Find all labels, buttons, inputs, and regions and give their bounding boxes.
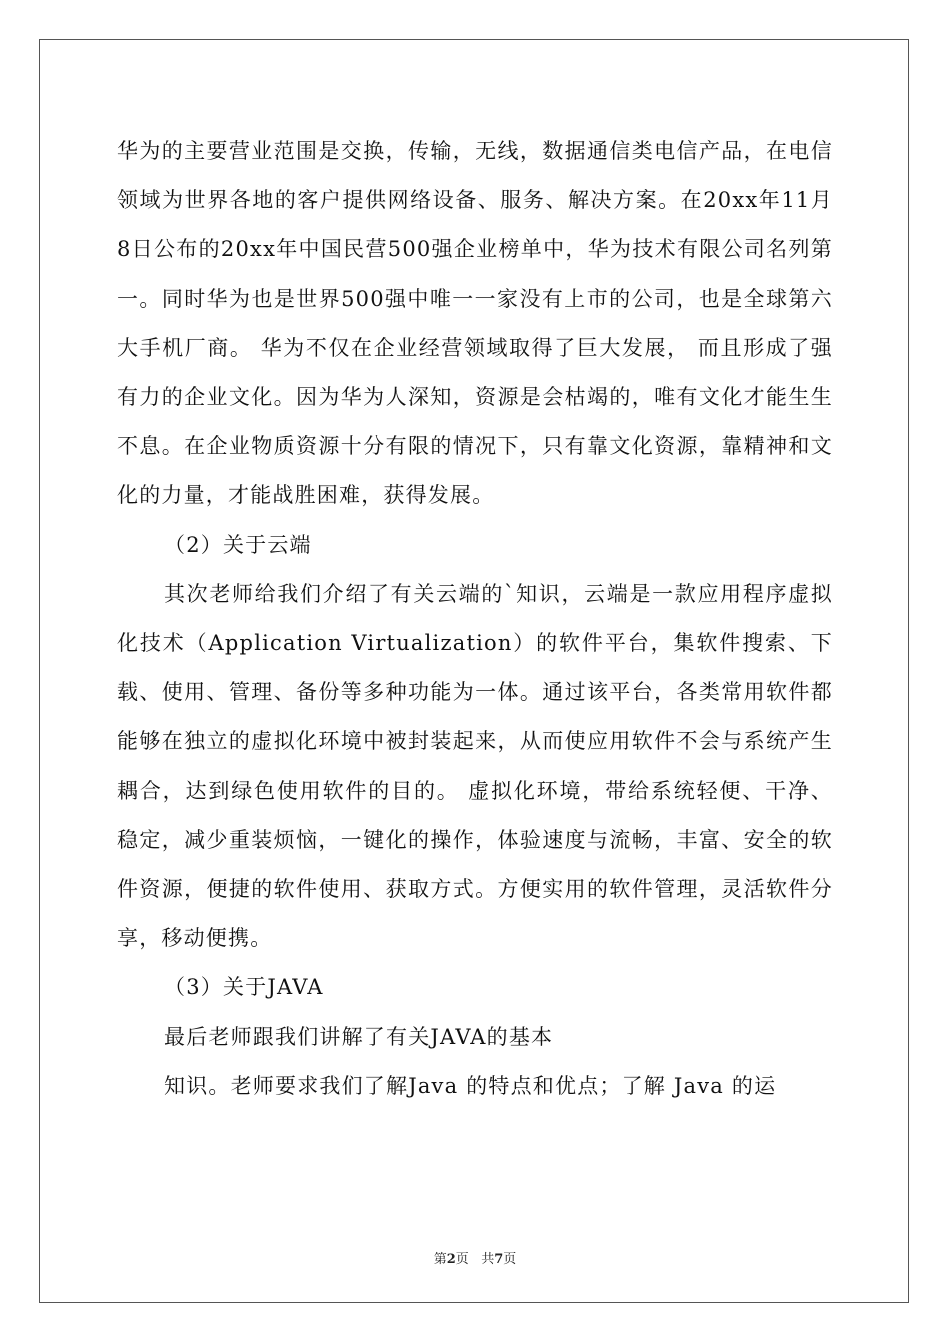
footer-total-pages: 7 bbox=[494, 1252, 504, 1267]
paragraph-java-intro: 最后老师跟我们讲解了有关JAVA的基本 bbox=[164, 1024, 554, 1049]
page-footer bbox=[0, 1248, 950, 1267]
paragraph-java-knowledge: 知识。老师要求我们了解Java 的特点和优点；了解 Java 的运 bbox=[164, 1073, 777, 1098]
footer-page-suffix: 页 bbox=[455, 1252, 469, 1267]
paragraph-cloud: 其次老师给我们介绍了有关云端的`知识，云端是一款应用程序虚拟化技术（Application Virtualization）的软件平台，集软件搜索、下载、使用、管理、备份等多种功能为一体。通过该平台，各类常用软件都能够在独立的虚拟化环境中被封装起来，从而使应用软件不会与系统产生耦合，达到绿色使用软件的目的。 虚拟化环境，带给系统轻便、干净、稳定，减少重装烦恼，一键化的操作，体验速度与流畅，丰富、安全的软件资源，便捷的软件使用、获取方式。方便实用的软件管理，灵活软件分享，移动便携。 bbox=[117, 581, 833, 951]
footer-total-suffix: 页 bbox=[503, 1252, 517, 1267]
footer-page-number: 2 bbox=[446, 1252, 456, 1267]
section-heading-cloud: （2）关于云端 bbox=[164, 532, 312, 557]
document-body bbox=[117, 127, 833, 1111]
footer-page-prefix: 第 bbox=[433, 1252, 447, 1267]
paragraph-huawei: 华为的主要营业范围是交换，传输，无线，数据通信类电信产品，在电信领域为世界各地的客户提供网络设备、服务、解决方案。在20xx年11月8日公布的20xx年中国民营500强企业榜单中，华为技术有限公司名列第一。同时华为也是世界500强中唯一一家没有上市的公司，也是全球第六大手机厂商。 华为不仅在企业经营领域取得了巨大发展， 而且形成了强有力的企业文化。因为华为人深知，资源是会枯竭的，唯有文化才能生生不息。在企业物质资源十分有限的情况下，只有靠文化资源，靠精神和文化的力量，才能战胜困难，获得发展。 bbox=[117, 139, 833, 508]
footer-total-prefix: 共 bbox=[481, 1252, 495, 1267]
section-heading-java: （3）关于JAVA bbox=[164, 975, 324, 1000]
